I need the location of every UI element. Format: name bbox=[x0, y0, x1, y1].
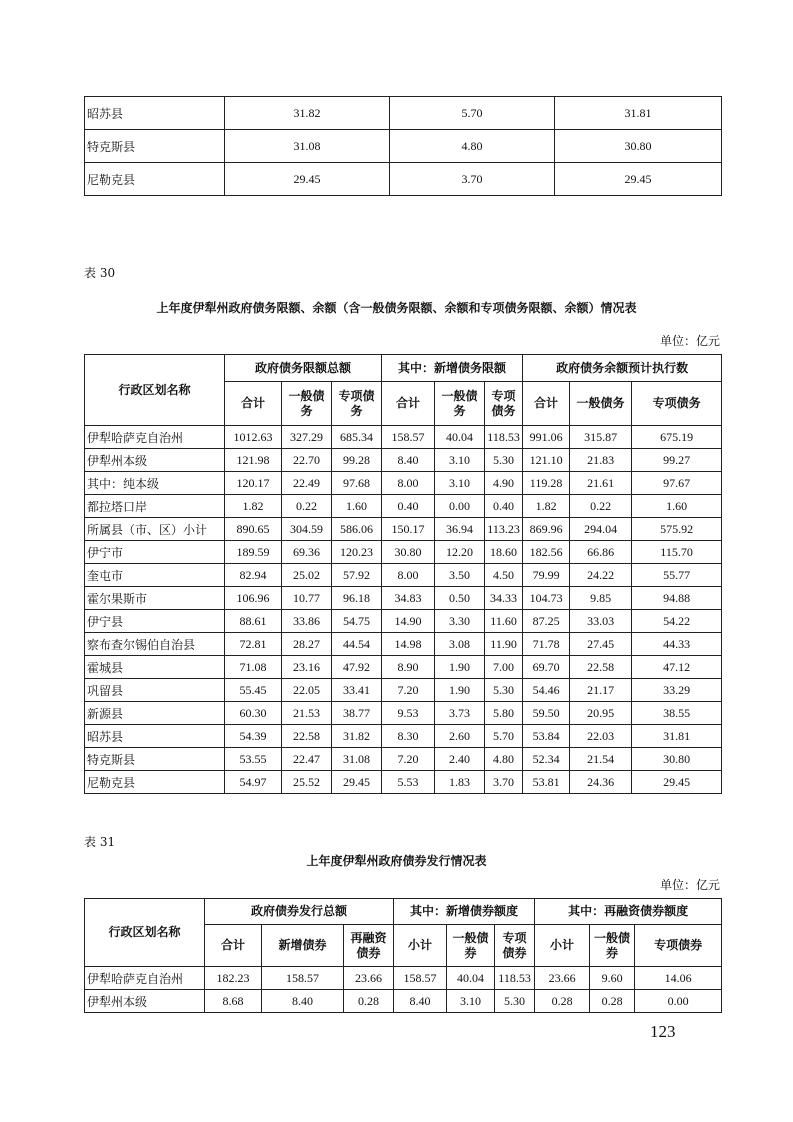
value-cell: 53.55 bbox=[225, 748, 282, 771]
value-cell: 869.96 bbox=[523, 518, 570, 541]
table30-sub-header: 专项债务 bbox=[632, 382, 722, 426]
table30-unit: 单位：亿元 bbox=[659, 334, 720, 348]
table31-sub-header: 新增债券 bbox=[262, 925, 344, 967]
value-cell: 14.90 bbox=[382, 610, 435, 633]
value-cell: 55.77 bbox=[632, 564, 722, 587]
table31-region-header: 行政区划名称 bbox=[85, 899, 205, 967]
value-cell: 0.50 bbox=[435, 587, 485, 610]
value-cell: 87.25 bbox=[523, 610, 570, 633]
value-cell: 991.06 bbox=[523, 426, 570, 449]
value-cell: 69.36 bbox=[282, 541, 332, 564]
value-cell: 66.86 bbox=[570, 541, 632, 564]
value-cell: 2.40 bbox=[435, 748, 485, 771]
value-cell: 22.70 bbox=[282, 449, 332, 472]
value-cell: 31.08 bbox=[332, 748, 382, 771]
value-cell: 24.22 bbox=[570, 564, 632, 587]
value-cell: 0.28 bbox=[344, 990, 394, 1013]
table-row bbox=[85, 472, 722, 495]
value-cell: 23.16 bbox=[282, 656, 332, 679]
table-row bbox=[85, 495, 722, 518]
value-cell: 0.00 bbox=[435, 495, 485, 518]
value-cell: 0.22 bbox=[570, 495, 632, 518]
value-cell: 7.20 bbox=[382, 679, 435, 702]
value-cell: 182.56 bbox=[523, 541, 570, 564]
table31-sub-header: 合计 bbox=[205, 925, 262, 967]
table30-sub-header: 专项债务 bbox=[332, 382, 382, 426]
region-name-cell: 尼勒克县 bbox=[85, 771, 225, 794]
value-cell: 0.28 bbox=[590, 990, 635, 1013]
table31-body bbox=[85, 967, 722, 1013]
table31-sub-header: 一般债券 bbox=[447, 925, 495, 967]
table-row bbox=[85, 702, 722, 725]
value-cell: 22.03 bbox=[570, 725, 632, 748]
value-cell: 158.57 bbox=[382, 426, 435, 449]
region-name-cell: 特克斯县 bbox=[85, 748, 225, 771]
value-cell: 1.60 bbox=[632, 495, 722, 518]
value-cell: 52.34 bbox=[523, 748, 570, 771]
table-row bbox=[85, 163, 722, 196]
table31-header bbox=[85, 899, 722, 967]
value-cell: 1.82 bbox=[523, 495, 570, 518]
table-row bbox=[85, 748, 722, 771]
value-cell: 21.53 bbox=[282, 702, 332, 725]
value-cell: 9.85 bbox=[570, 587, 632, 610]
value-cell: 14.98 bbox=[382, 633, 435, 656]
value-cell: 23.66 bbox=[535, 967, 590, 990]
table30-sub-header: 一般债务 bbox=[282, 382, 332, 426]
value-cell: 115.70 bbox=[632, 541, 722, 564]
value-cell: 22.49 bbox=[282, 472, 332, 495]
region-name-cell: 伊犁哈萨克自治州 bbox=[85, 426, 225, 449]
value-cell: 10.77 bbox=[282, 587, 332, 610]
value-cell: 3.70 bbox=[390, 163, 555, 196]
value-cell: 29.45 bbox=[632, 771, 722, 794]
value-cell: 8.40 bbox=[394, 990, 447, 1013]
value-cell: 54.22 bbox=[632, 610, 722, 633]
value-cell: 182.23 bbox=[205, 967, 262, 990]
value-cell: 5.70 bbox=[390, 97, 555, 130]
value-cell: 31.82 bbox=[225, 97, 390, 130]
value-cell: 8.68 bbox=[205, 990, 262, 1013]
value-cell: 3.73 bbox=[435, 702, 485, 725]
value-cell: 150.17 bbox=[382, 518, 435, 541]
table-row bbox=[85, 564, 722, 587]
table30-sub-header: 合计 bbox=[225, 382, 282, 426]
value-cell: 30.80 bbox=[555, 130, 722, 163]
value-cell: 189.59 bbox=[225, 541, 282, 564]
table31-group-new-bonds: 其中：新增债券额度 bbox=[394, 899, 535, 925]
value-cell: 31.08 bbox=[225, 130, 390, 163]
top-table-body bbox=[85, 97, 722, 196]
table31-sub-header: 小计 bbox=[535, 925, 590, 967]
table30-region-header: 行政区划名称 bbox=[85, 355, 225, 426]
table-row bbox=[85, 610, 722, 633]
table-row bbox=[85, 97, 722, 130]
value-cell: 44.54 bbox=[332, 633, 382, 656]
region-name-cell: 奎屯市 bbox=[85, 564, 225, 587]
region-name-cell: 伊犁州本级 bbox=[85, 990, 205, 1013]
value-cell: 7.00 bbox=[485, 656, 523, 679]
value-cell: 99.28 bbox=[332, 449, 382, 472]
value-cell: 158.57 bbox=[394, 967, 447, 990]
value-cell: 3.08 bbox=[435, 633, 485, 656]
value-cell: 8.00 bbox=[382, 564, 435, 587]
table-row bbox=[85, 426, 722, 449]
value-cell: 158.57 bbox=[262, 967, 344, 990]
table30-body bbox=[85, 426, 722, 794]
region-name-cell: 其中：纯本级 bbox=[85, 472, 225, 495]
value-cell: 118.53 bbox=[495, 967, 535, 990]
value-cell: 18.60 bbox=[485, 541, 523, 564]
value-cell: 96.18 bbox=[332, 587, 382, 610]
value-cell: 97.67 bbox=[632, 472, 722, 495]
table-row bbox=[85, 541, 722, 564]
table30-sub-header: 合计 bbox=[523, 382, 570, 426]
table31-unit: 单位：亿元 bbox=[659, 878, 720, 892]
value-cell: 54.39 bbox=[225, 725, 282, 748]
value-cell: 118.53 bbox=[485, 426, 523, 449]
value-cell: 1.82 bbox=[225, 495, 282, 518]
value-cell: 104.73 bbox=[523, 587, 570, 610]
value-cell: 29.45 bbox=[555, 163, 722, 196]
region-name-cell: 巩留县 bbox=[85, 679, 225, 702]
table-row bbox=[85, 656, 722, 679]
value-cell: 54.75 bbox=[332, 610, 382, 633]
value-cell: 21.61 bbox=[570, 472, 632, 495]
value-cell: 8.40 bbox=[262, 990, 344, 1013]
table30-label: 表 30 bbox=[84, 266, 116, 280]
region-name-cell: 霍尔果斯市 bbox=[85, 587, 225, 610]
table30-sub-header: 专项债务 bbox=[485, 382, 523, 426]
value-cell: 40.04 bbox=[435, 426, 485, 449]
value-cell: 53.81 bbox=[523, 771, 570, 794]
value-cell: 4.90 bbox=[485, 472, 523, 495]
table-row bbox=[85, 967, 722, 990]
value-cell: 82.94 bbox=[225, 564, 282, 587]
value-cell: 0.22 bbox=[282, 495, 332, 518]
value-cell: 1.83 bbox=[435, 771, 485, 794]
table-row bbox=[85, 725, 722, 748]
value-cell: 119.28 bbox=[523, 472, 570, 495]
region-name-cell: 伊犁州本级 bbox=[85, 449, 225, 472]
table30-sub-header: 一般债务 bbox=[435, 382, 485, 426]
value-cell: 22.05 bbox=[282, 679, 332, 702]
value-cell: 33.03 bbox=[570, 610, 632, 633]
value-cell: 88.61 bbox=[225, 610, 282, 633]
value-cell: 4.80 bbox=[485, 748, 523, 771]
table-row bbox=[85, 518, 722, 541]
value-cell: 575.92 bbox=[632, 518, 722, 541]
region-name-cell: 昭苏县 bbox=[85, 97, 225, 130]
value-cell: 9.53 bbox=[382, 702, 435, 725]
value-cell: 3.10 bbox=[447, 990, 495, 1013]
region-name-cell: 伊犁哈萨克自治州 bbox=[85, 967, 205, 990]
value-cell: 3.30 bbox=[435, 610, 485, 633]
value-cell: 54.97 bbox=[225, 771, 282, 794]
value-cell: 38.77 bbox=[332, 702, 382, 725]
value-cell: 2.60 bbox=[435, 725, 485, 748]
value-cell: 44.33 bbox=[632, 633, 722, 656]
table31-title: 上年度伊犁州政府债券发行情况表 bbox=[306, 854, 487, 868]
value-cell: 47.12 bbox=[632, 656, 722, 679]
value-cell: 5.30 bbox=[495, 990, 535, 1013]
value-cell: 34.33 bbox=[485, 587, 523, 610]
page-number: 123 bbox=[650, 1022, 676, 1041]
value-cell: 121.10 bbox=[523, 449, 570, 472]
value-cell: 71.08 bbox=[225, 656, 282, 679]
value-cell: 121.98 bbox=[225, 449, 282, 472]
value-cell: 685.34 bbox=[332, 426, 382, 449]
table31-sub-header: 再融资债券 bbox=[344, 925, 394, 967]
value-cell: 79.99 bbox=[523, 564, 570, 587]
value-cell: 0.28 bbox=[535, 990, 590, 1013]
value-cell: 33.86 bbox=[282, 610, 332, 633]
value-cell: 25.02 bbox=[282, 564, 332, 587]
value-cell: 5.30 bbox=[485, 679, 523, 702]
value-cell: 9.60 bbox=[590, 967, 635, 990]
value-cell: 22.47 bbox=[282, 748, 332, 771]
region-name-cell: 都拉塔口岸 bbox=[85, 495, 225, 518]
value-cell: 8.30 bbox=[382, 725, 435, 748]
table30-sub-header: 合计 bbox=[382, 382, 435, 426]
value-cell: 27.45 bbox=[570, 633, 632, 656]
value-cell: 34.83 bbox=[382, 587, 435, 610]
value-cell: 31.82 bbox=[332, 725, 382, 748]
value-cell: 5.80 bbox=[485, 702, 523, 725]
value-cell: 304.59 bbox=[282, 518, 332, 541]
table30-group-limit-total: 政府债务限额总额 bbox=[225, 355, 382, 382]
table-row bbox=[85, 587, 722, 610]
region-name-cell: 伊宁县 bbox=[85, 610, 225, 633]
value-cell: 55.45 bbox=[225, 679, 282, 702]
value-cell: 11.90 bbox=[485, 633, 523, 656]
value-cell: 106.96 bbox=[225, 587, 282, 610]
value-cell: 14.06 bbox=[635, 967, 722, 990]
value-cell: 71.78 bbox=[523, 633, 570, 656]
table30-title: 上年度伊犁州政府债务限额、余额（含一般债务限额、余额和专项债务限额、余额）情况表 bbox=[156, 301, 637, 315]
table30 bbox=[84, 354, 722, 794]
value-cell: 69.70 bbox=[523, 656, 570, 679]
value-cell: 22.58 bbox=[282, 725, 332, 748]
table30-group-new-limit: 其中：新增债务限额 bbox=[382, 355, 523, 382]
value-cell: 4.50 bbox=[485, 564, 523, 587]
region-name-cell: 伊宁市 bbox=[85, 541, 225, 564]
table31-sub-header: 专项债券 bbox=[495, 925, 535, 967]
value-cell: 94.88 bbox=[632, 587, 722, 610]
top-table bbox=[84, 96, 722, 196]
value-cell: 29.45 bbox=[332, 771, 382, 794]
value-cell: 21.83 bbox=[570, 449, 632, 472]
value-cell: 1.90 bbox=[435, 679, 485, 702]
value-cell: 53.84 bbox=[523, 725, 570, 748]
value-cell: 21.17 bbox=[570, 679, 632, 702]
value-cell: 120.23 bbox=[332, 541, 382, 564]
value-cell: 5.53 bbox=[382, 771, 435, 794]
value-cell: 5.70 bbox=[485, 725, 523, 748]
value-cell: 12.20 bbox=[435, 541, 485, 564]
value-cell: 28.27 bbox=[282, 633, 332, 656]
table-row bbox=[85, 990, 722, 1013]
value-cell: 8.00 bbox=[382, 472, 435, 495]
table30-sub-header: 一般债务 bbox=[570, 382, 632, 426]
value-cell: 327.29 bbox=[282, 426, 332, 449]
value-cell: 30.80 bbox=[382, 541, 435, 564]
value-cell: 890.65 bbox=[225, 518, 282, 541]
table31 bbox=[84, 898, 722, 1013]
value-cell: 59.50 bbox=[523, 702, 570, 725]
value-cell: 25.52 bbox=[282, 771, 332, 794]
value-cell: 1.60 bbox=[332, 495, 382, 518]
value-cell: 99.27 bbox=[632, 449, 722, 472]
value-cell: 11.60 bbox=[485, 610, 523, 633]
table31-sub-header: 小计 bbox=[394, 925, 447, 967]
table31-sub-header: 专项债券 bbox=[635, 925, 722, 967]
value-cell: 33.29 bbox=[632, 679, 722, 702]
region-name-cell: 昭苏县 bbox=[85, 725, 225, 748]
value-cell: 40.04 bbox=[447, 967, 495, 990]
table-row bbox=[85, 633, 722, 656]
value-cell: 33.41 bbox=[332, 679, 382, 702]
value-cell: 24.36 bbox=[570, 771, 632, 794]
value-cell: 586.06 bbox=[332, 518, 382, 541]
value-cell: 31.81 bbox=[555, 97, 722, 130]
value-cell: 38.55 bbox=[632, 702, 722, 725]
region-name-cell: 特克斯县 bbox=[85, 130, 225, 163]
value-cell: 120.17 bbox=[225, 472, 282, 495]
value-cell: 20.95 bbox=[570, 702, 632, 725]
value-cell: 72.81 bbox=[225, 633, 282, 656]
table31-sub-header: 一般债券 bbox=[590, 925, 635, 967]
value-cell: 1.90 bbox=[435, 656, 485, 679]
value-cell: 5.30 bbox=[485, 449, 523, 472]
value-cell: 4.80 bbox=[390, 130, 555, 163]
value-cell: 3.10 bbox=[435, 472, 485, 495]
value-cell: 3.10 bbox=[435, 449, 485, 472]
value-cell: 22.58 bbox=[570, 656, 632, 679]
value-cell: 57.92 bbox=[332, 564, 382, 587]
value-cell: 675.19 bbox=[632, 426, 722, 449]
table31-group-refinance-bonds: 其中：再融资债券额度 bbox=[535, 899, 722, 925]
value-cell: 54.46 bbox=[523, 679, 570, 702]
value-cell: 30.80 bbox=[632, 748, 722, 771]
value-cell: 8.40 bbox=[382, 449, 435, 472]
table31-group-issue-total: 政府债券发行总额 bbox=[205, 899, 394, 925]
table31-label: 表 31 bbox=[84, 835, 116, 849]
value-cell: 97.68 bbox=[332, 472, 382, 495]
region-name-cell: 察布查尔锡伯自治县 bbox=[85, 633, 225, 656]
table-row bbox=[85, 449, 722, 472]
table30-group-balance: 政府债务余额预计执行数 bbox=[523, 355, 722, 382]
value-cell: 0.00 bbox=[635, 990, 722, 1013]
value-cell: 113.23 bbox=[485, 518, 523, 541]
value-cell: 315.87 bbox=[570, 426, 632, 449]
value-cell: 0.40 bbox=[485, 495, 523, 518]
value-cell: 23.66 bbox=[344, 967, 394, 990]
value-cell: 31.81 bbox=[632, 725, 722, 748]
value-cell: 29.45 bbox=[225, 163, 390, 196]
table-row bbox=[85, 130, 722, 163]
value-cell: 36.94 bbox=[435, 518, 485, 541]
table-row bbox=[85, 771, 722, 794]
region-name-cell: 霍城县 bbox=[85, 656, 225, 679]
table30-header bbox=[85, 355, 722, 426]
value-cell: 3.50 bbox=[435, 564, 485, 587]
region-name-cell: 所属县（市、区）小计 bbox=[85, 518, 225, 541]
region-name-cell: 新源县 bbox=[85, 702, 225, 725]
value-cell: 60.30 bbox=[225, 702, 282, 725]
value-cell: 3.70 bbox=[485, 771, 523, 794]
value-cell: 21.54 bbox=[570, 748, 632, 771]
value-cell: 7.20 bbox=[382, 748, 435, 771]
value-cell: 1012.63 bbox=[225, 426, 282, 449]
table-row bbox=[85, 679, 722, 702]
region-name-cell: 尼勒克县 bbox=[85, 163, 225, 196]
value-cell: 8.90 bbox=[382, 656, 435, 679]
value-cell: 0.40 bbox=[382, 495, 435, 518]
value-cell: 47.92 bbox=[332, 656, 382, 679]
value-cell: 294.04 bbox=[570, 518, 632, 541]
